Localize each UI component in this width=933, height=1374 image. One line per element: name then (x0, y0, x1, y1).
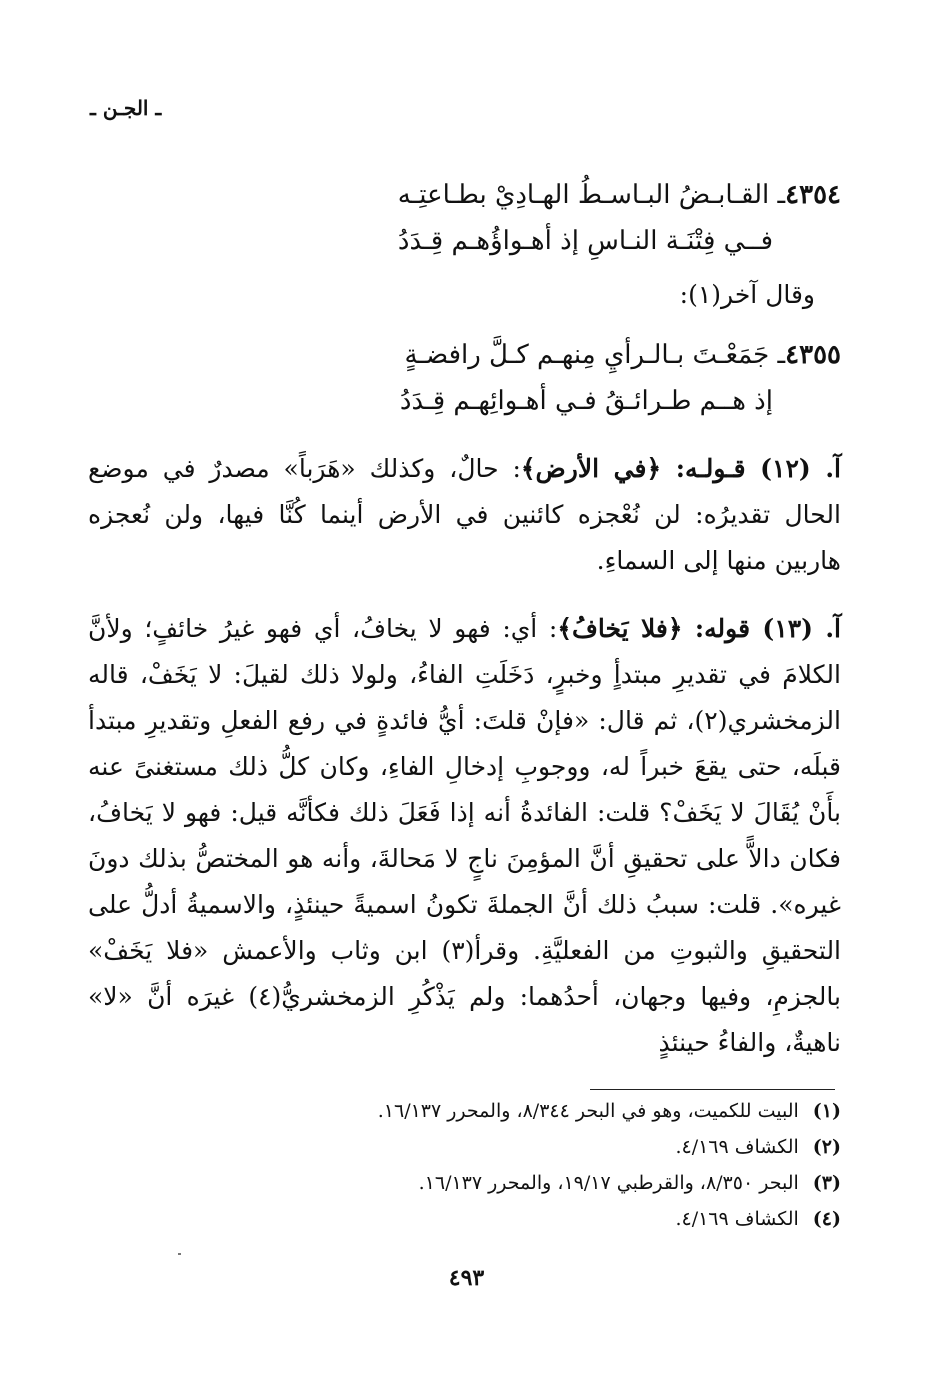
footnote-2 (675, 1136, 841, 1158)
footnote-separator (590, 1089, 835, 1090)
footnote-text: الكشاف ٤/١٦٩. (675, 1136, 799, 1158)
running-header: ـ الجـن ـ (90, 96, 162, 120)
footnote-text: البحر ٨/٣٥٠، والقرطبي ١٩/١٧، والمحرر ١٦/١٣٧. (418, 1172, 799, 1194)
footnote-text: البيت للكميت، وهو في البحر ٨/٣٤٤، والمحرر ١٦/١٣٧. (377, 1100, 799, 1122)
footnote-number: (١) (812, 1100, 841, 1122)
paragraph-lead: آ. (١٢) قـولـه: ﴿في الأرض﴾ (520, 454, 841, 483)
footnote-text: الكشاف ٤/١٦٩. (675, 1208, 799, 1230)
verse-4355-line1 (404, 340, 841, 370)
verse-4354-line1 (398, 180, 841, 210)
paragraph-text: : أي: فهو لا يخافُ، أي فهو غيرُ خائفٍ؛ ولأنَّ الكلامَ في تقديرِ مبتدأٍ وخبرٍ، دَخَلَتِ الفاءُ، ولولا ذلك لقيلَ: لا يَخَفْ، قاله الزمخشري(٢)، ثم قال: «فإنْ قلتَ: أيُّ فائدةٍ في رفع الفعلِ وتقديرِ مبتدأ قبلَه، حتى يقعَ خبراً له، ووجوبِ إدخالِ الفاءِ، وكان كلُّ ذلك مستغنىً عنه بأَنْ يُقَالَ لا يَخَفْ؟ قلت: الفائدةُ أنه إذا فَعَلَ ذلك فكأنَّه قيل: فهو لا يَخافُ، فكان دالاًّ على تحقيقِ أنَّ المؤمِنَ ناجٍ لا مَحالةَ، وأنه هو المختصُّ بذلك دونَ غيره». قلت: سببُ ذلك أنَّ الجملةَ تكونُ اسميةً حينئذٍ، والاسميةُ أدلُّ على التحقيقِ والثبوتِ من الفعليَّةِ. وقرأ(٣) ابن وثاب والأعمش «فلا يَخَفْ» بالجزمِ، وفيها وجهان، أحدُهما: ولم يَذْكُرِ الزمخشريُّ(٤) غيرَه أنَّ «لا» ناهيةٌ، والفاءُ حينئذٍ (88, 614, 842, 1057)
verse-text: ـ جَمَعْـتَ بـالـرأيِ مِنهـم كـلَّ رافضـةٍ (404, 340, 786, 370)
footnote-3 (419, 1172, 841, 1194)
intro-line: وقال آخر(١): (679, 280, 815, 309)
footnote-number: (٢) (812, 1136, 841, 1158)
footnote-number: (٣) (812, 1172, 841, 1194)
verse-text: ـ القـابـضُ البـاسـطُ الهـادِيْ بطـاعتِـه (397, 180, 786, 210)
page-number: ٤٩٣ (448, 1265, 485, 1291)
paragraph-lead: آ. (١٣) قوله: ﴿فلا يَخافُ﴾ (557, 614, 841, 643)
verse-4354-line2: فــي فِتْنَـة النـاسِ إذ أهـواؤُهـم قِـدَدُ (397, 226, 773, 256)
scan-speck (178, 1253, 181, 1255)
verse-number: ٤٣٥٤ (785, 180, 841, 210)
verse-4355-line2: إذ هــم طـرائـقُ فـي أهـوائِهـم قِـدَدُ (399, 386, 773, 416)
verse-number: ٤٣٥٥ (785, 340, 841, 370)
paragraph-ayah-13 (88, 606, 841, 1066)
footnote-1 (378, 1100, 841, 1122)
paragraph-ayah-12 (88, 446, 841, 584)
footnote-number: (٤) (812, 1208, 841, 1230)
footnote-4 (675, 1208, 841, 1230)
paragraph-text: : حالٌ، وكذلك «هَرَباً» مصدرٌ في موضع الحال تقديرُه: لن نُعْجزه كائنين في الأرض أينما كُنَّا فيها، ولن نُعجزه هاربين منها إلى السماءِ. (88, 454, 841, 575)
